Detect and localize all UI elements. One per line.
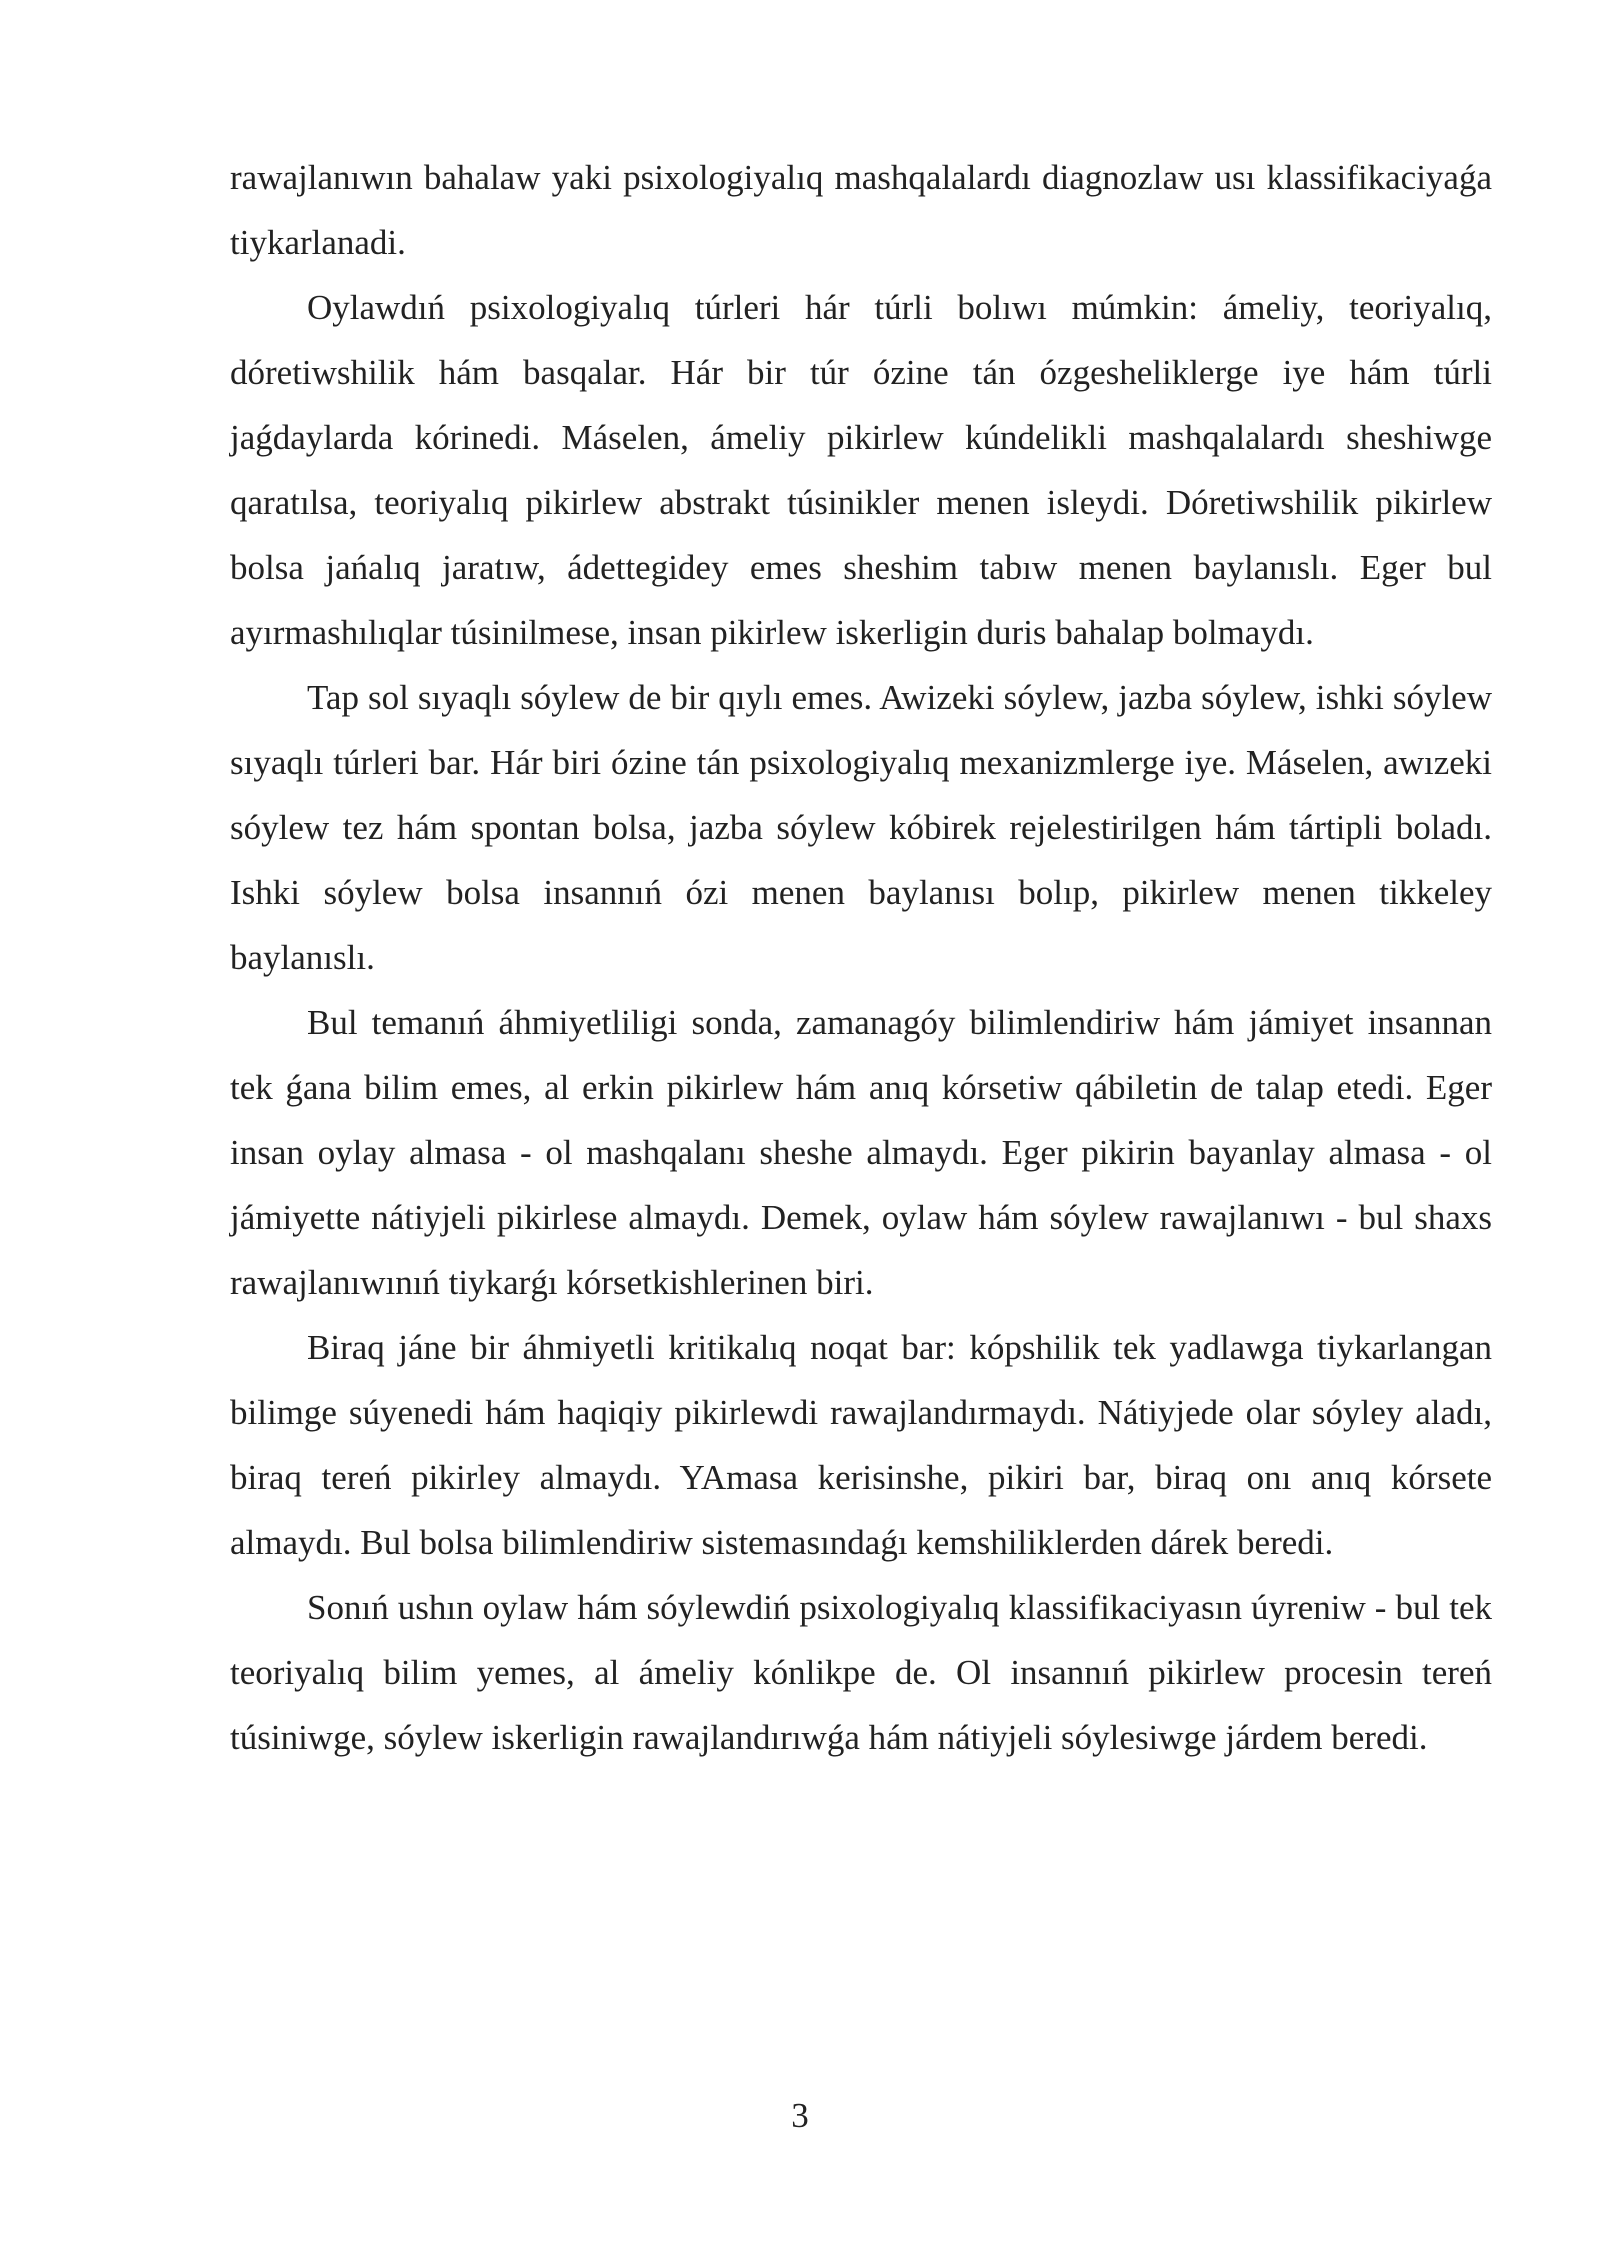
paragraph-topic-importance: Bul temanıń áhmiyetliligi sonda, zamanagóy bilimlendiriw hám jámiyet insannan tek ǵana bilim emes, al erkin pikirlew hám anıq kórsetiw qábiletin de talap etedi. Eger insan oylay almasa - ol mashqalanı sheshe almaydı. Eger pikirin bayanlay almasa - ol jámiyette nátiyjeli pikirlese almaydı. Demek, oylaw hám sóylew rawajlanıwı - bul shaxs rawajlanıwınıń tiykarǵı kórsetkishlerinen biri. xyxy=(230,1003,1492,1302)
page-number: 3 xyxy=(791,2096,809,2135)
paragraph-conclusion: Sonıń ushın oylaw hám sóylewdiń psixologiyalıq klassifikaciyasın úyreniw - bul tek teoriyalıq bilim yemes, al ámeliy kónlikpe de. Ol insannıń pikirlew procesin tereń túsiniwge, sóylew iskerligin rawajlandırıwǵa hám nátiyjeli sóylesiwge járdem beredi. xyxy=(230,1588,1492,1757)
paragraph-thinking-types: Oylawdıń psixologiyalıq túrleri hár túrli bolıwı múmkin: ámeliy, teoriyalıq, dóretiwshilik hám basqalar. Hár bir túr ózine tán ózgesheliklerge iye hám túrli jaǵdaylarda kórinedi. Máselen, ámeliy pikirlew kúndelikli mashqalalardı sheshiwge qaratılsa, teoriyalıq pikirlew abstrakt túsinikler menen isleydi. Dóretiwshilik pikirlew bolsa jańalıq jaratıw, ádettegidey emes sheshim tabıw menen baylanıslı. Eger bul ayırmashılıqlar túsinilmese, insan pikirlew iskerligin duris bahalap bolmaydı. xyxy=(230,288,1492,652)
paragraph-speech-types: Tap sol sıyaqlı sóylew de bir qıylı emes. Awizeki sóylew, jazba sóylew, ishki sóylew sıyaqlı túrleri bar. Hár biri ózine tán psixologiyalıq mexanizmlerge iye. Máselen, awızeki sóylew tez hám spontan bolsa, jazba sóylew kóbirek rejelestirilgen hám tártipli boladı. Ishki sóylew bolsa insannıń ózi menen baylanısı bolıp, pikirlew menen tikkeley baylanıslı. xyxy=(230,678,1492,977)
paragraph-continuation: rawajlanıwın bahalaw yaki psixologiyalıq mashqalalardı diagnozlaw usı klassifikaciyaǵa tiykarlanadi. xyxy=(230,158,1492,262)
paragraph-critical-point: Biraq jáne bir áhmiyetli kritikalıq noqat bar: kópshilik tek yadlawga tiykarlangan bilimge súyenedi hám haqiqiy pikirlewdi rawajlandırmaydı. Nátiyjede olar sóyley aladı, biraq tereń pikirley almaydı. YAmasa kerisinshe, pikiri bar, biraq onı anıq kórsete almaydı. Bul bolsa bilimlendiriw sistemasındaǵı kemshiliklerden dárek beredi. xyxy=(230,1328,1492,1562)
page-body xyxy=(230,145,1492,1770)
